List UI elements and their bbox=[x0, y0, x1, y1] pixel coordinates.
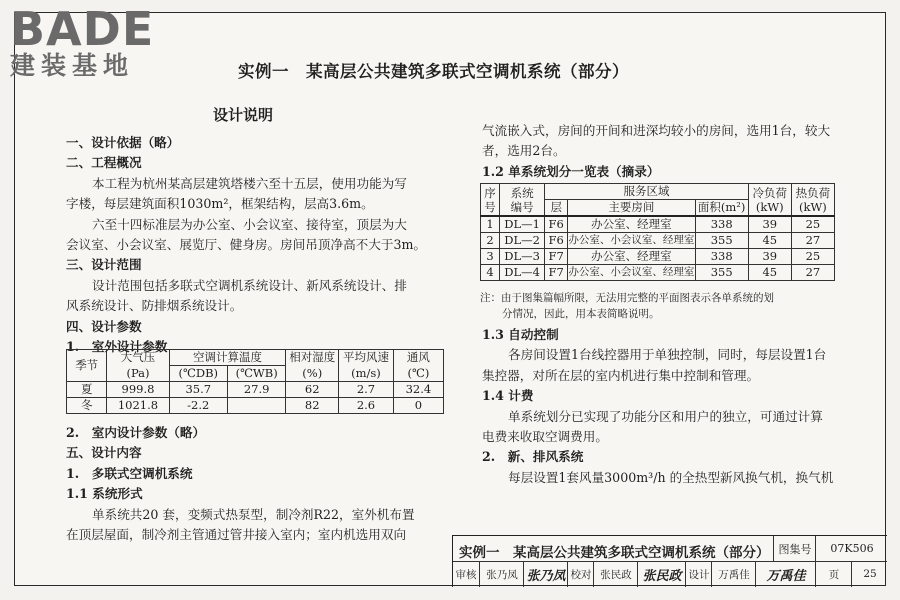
table-header: 服务区域 bbox=[545, 184, 749, 200]
table-header: (℃WB) bbox=[227, 366, 285, 382]
heading-outdoor-params: 1. 室外设计参数 bbox=[66, 339, 168, 355]
table-cell: 39 bbox=[748, 249, 791, 265]
table-cell: F6 bbox=[545, 233, 568, 249]
table-header: (m/s) bbox=[339, 366, 394, 382]
paragraph-line: 单系统划分已实现了功能分区和用户的独立，可通过计算 bbox=[508, 408, 823, 424]
table-cell: 27 bbox=[791, 265, 834, 281]
paragraph-line: 六至十四标准层为办公室、小会议室、接待室，顶层为大 bbox=[92, 216, 407, 232]
table-cell: F6 bbox=[545, 216, 568, 233]
note-line: 注：由于图集篇幅所限，无法用完整的平面图表示各单系统的划 bbox=[480, 292, 774, 304]
note-line: 分情况，因此，用本表简略说明。 bbox=[502, 308, 660, 320]
heading-vrf-system: 1. 多联式空调机系统 bbox=[66, 465, 193, 481]
heading-parameters: 四、设计参数 bbox=[66, 318, 142, 334]
paragraph-line: 每层设置1套风量3000m³/h 的全热型新风换气机，换气机 bbox=[508, 469, 834, 485]
table-cell: 35.7 bbox=[169, 382, 227, 398]
table-header: 系统 编号 bbox=[500, 184, 545, 217]
table-cell: DL—3 bbox=[500, 249, 545, 265]
design-name: 万禹佳 bbox=[711, 561, 756, 587]
page-label: 页 bbox=[815, 561, 852, 587]
heading-overview: 二、工程概况 bbox=[66, 155, 142, 171]
table-cell: 办公室、经理室 bbox=[568, 249, 695, 265]
logo-main-text: BADE bbox=[10, 2, 155, 56]
system-division-table bbox=[480, 183, 835, 281]
page-title: 实例一 某高层公共建筑多联式空调机系统（部分） bbox=[238, 62, 629, 81]
table-cell: 办公室、经理室 bbox=[568, 216, 695, 233]
atlas-number: 07K506 bbox=[815, 536, 888, 561]
table-header: (℃DB) bbox=[169, 366, 227, 382]
title-block-signatures bbox=[453, 561, 887, 587]
table-header: 序 号 bbox=[481, 184, 500, 217]
table-cell: -2.2 bbox=[169, 398, 227, 414]
atlas-label: 图集号 bbox=[773, 536, 816, 561]
check-name: 张民政 bbox=[593, 561, 638, 587]
heading-auto-control: 1.3 自动控制 bbox=[482, 327, 559, 342]
heading-system-form: 1.1 系统形式 bbox=[66, 486, 143, 502]
table-cell bbox=[227, 398, 285, 414]
table-row bbox=[481, 216, 835, 233]
table-header: 热负荷 (kW) bbox=[791, 184, 834, 217]
table-cell: 338 bbox=[695, 216, 748, 233]
table-header: 层 bbox=[545, 200, 568, 217]
table-row bbox=[67, 398, 444, 414]
table-cell: F7 bbox=[545, 265, 568, 281]
table-cell: 45 bbox=[748, 265, 791, 281]
table-cell: 62 bbox=[286, 382, 339, 398]
table-cell: 2 bbox=[481, 233, 500, 249]
left-column-lower bbox=[66, 423, 446, 545]
paragraph-line: 字楼，每层建筑面积1030m²，框架结构，层高3.6m。 bbox=[66, 196, 374, 212]
section-title: 设计说明 bbox=[213, 106, 274, 124]
table-cell: 25 bbox=[791, 249, 834, 265]
table-cell: 25 bbox=[791, 216, 834, 233]
paragraph-line: 者，选用2台。 bbox=[482, 143, 566, 159]
table-cell: F7 bbox=[545, 249, 568, 265]
table-cell: 999.8 bbox=[107, 382, 169, 398]
paragraph-line: 集控器，对所在层的室内机进行集中控制和管理。 bbox=[482, 367, 760, 383]
heading-indoor-params: 2. 室内设计参数（略） bbox=[66, 425, 206, 440]
table-header: 通风 bbox=[393, 350, 443, 366]
check-signature: 张民政 bbox=[637, 561, 686, 587]
design-signature: 万禹佳 bbox=[755, 561, 816, 587]
table-cell: 2.6 bbox=[339, 398, 394, 414]
paragraph-line: 在顶层屋面，制冷剂主管通过管井接入室内；室内机选用双向 bbox=[66, 527, 407, 543]
table-header: 相对湿度 bbox=[286, 350, 339, 366]
table-header: 主要房间 bbox=[568, 200, 695, 217]
paragraph-line: 电费来收取空调费用。 bbox=[482, 429, 608, 445]
table-header: (℃) bbox=[393, 366, 443, 382]
table-cell: 0 bbox=[393, 398, 443, 414]
check-label: 校对 bbox=[567, 561, 594, 587]
review-name: 张乃凤 bbox=[479, 561, 524, 587]
table-cell: 4 bbox=[481, 265, 500, 281]
paragraph-line: 单系统共20 套，变频式热泵型，制冷剂R22，室外机布置 bbox=[92, 506, 415, 522]
table-row bbox=[67, 382, 444, 398]
table-cell: 27.9 bbox=[227, 382, 285, 398]
heading-basis: 一、设计依据（略） bbox=[66, 135, 180, 150]
table-cell: 32.4 bbox=[393, 382, 443, 398]
left-column bbox=[66, 133, 446, 357]
paragraph-line: 会议室、小会议室、展览厅、健身房。房间吊顶净高不大于3m。 bbox=[66, 237, 426, 253]
title-block-row bbox=[453, 536, 887, 562]
table-cell: 3 bbox=[481, 249, 500, 265]
logo bbox=[10, 2, 175, 84]
right-column-lower bbox=[482, 325, 882, 488]
table-header: 大气压 bbox=[107, 350, 169, 366]
paragraph-line: 气流嵌入式，房间的开间和进深均较小的房间，选用1台，较大 bbox=[482, 123, 831, 138]
table-cell: DL—2 bbox=[500, 233, 545, 249]
table-cell: 1 bbox=[481, 216, 500, 233]
table-header: 空调计算温度 bbox=[169, 350, 286, 366]
table-row bbox=[481, 265, 835, 281]
paragraph-line: 各房间设置1台线控器用于单独控制，同时，每层设置1台 bbox=[508, 347, 827, 363]
right-column bbox=[482, 121, 882, 182]
table-cell: DL—1 bbox=[500, 216, 545, 233]
table-cell: 27 bbox=[791, 233, 834, 249]
table-cell: 2.7 bbox=[339, 382, 394, 398]
outdoor-params-table bbox=[66, 349, 444, 414]
table-cell: 355 bbox=[695, 265, 748, 281]
review-label: 审核 bbox=[455, 568, 477, 581]
heading-system-list: 1.2 单系统划分一览表（摘录） bbox=[482, 163, 660, 179]
title-block bbox=[452, 535, 887, 587]
logo-sub-text: 建装基地 bbox=[10, 51, 135, 80]
table-cell: 冬 bbox=[67, 398, 107, 414]
table-cell: 338 bbox=[695, 249, 748, 265]
table-cell: 82 bbox=[286, 398, 339, 414]
table-cell: 办公室、小会议室、经理室 bbox=[568, 265, 695, 281]
heading-design-content: 五、设计内容 bbox=[66, 445, 142, 461]
heading-scope: 三、设计范围 bbox=[66, 257, 142, 273]
heading-ventilation: 2. 新、排风系统 bbox=[482, 449, 584, 465]
page-number: 25 bbox=[851, 561, 888, 587]
table-row bbox=[481, 233, 835, 249]
table-note bbox=[480, 290, 880, 322]
paragraph-line: 本工程为杭州某高层建筑塔楼六至十五层，使用功能为写 bbox=[92, 175, 407, 191]
table-header: (Pa) bbox=[107, 366, 169, 382]
table-header: 平均风速 bbox=[339, 350, 394, 366]
heading-billing: 1.4 计费 bbox=[482, 388, 534, 404]
table-header: 季节 bbox=[67, 350, 107, 382]
table-header: 冷负荷 (kW) bbox=[748, 184, 791, 217]
table-cell: 夏 bbox=[67, 382, 107, 398]
table-cell: 45 bbox=[748, 233, 791, 249]
table-header: (%) bbox=[286, 366, 339, 382]
paragraph-line: 设计范围包括多联式空调机系统设计、新风系统设计、排 bbox=[92, 277, 407, 293]
table-row bbox=[481, 249, 835, 265]
table-cell: 355 bbox=[695, 233, 748, 249]
table-cell: DL—4 bbox=[500, 265, 545, 281]
table-cell: 办公室、小会议室、经理室 bbox=[568, 233, 695, 249]
review-signature: 张乃凤 bbox=[523, 561, 568, 587]
table-cell: 1021.8 bbox=[107, 398, 169, 414]
design-label: 设计 bbox=[685, 561, 712, 587]
title-block-title: 实例一 某高层公共建筑多联式空调机系统（部分） bbox=[459, 545, 770, 561]
table-cell: 39 bbox=[748, 216, 791, 233]
table-header: 面积(m²) bbox=[695, 200, 748, 217]
paragraph-line: 风系统设计、防排烟系统设计。 bbox=[66, 298, 243, 314]
